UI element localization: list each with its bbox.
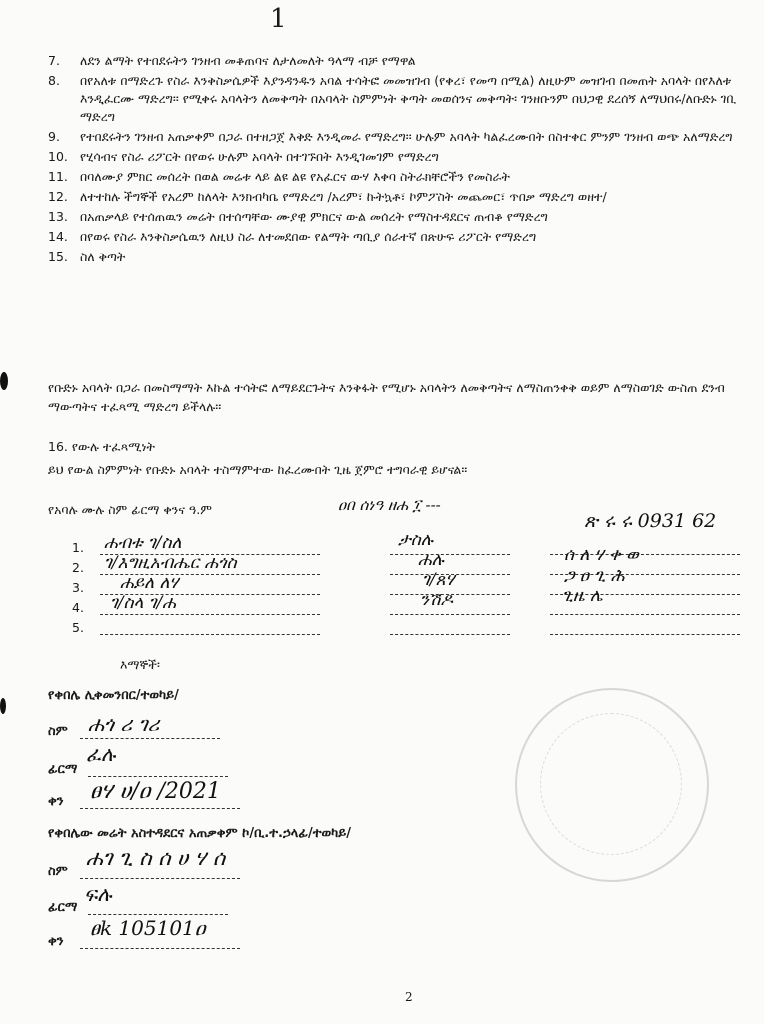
receiver2-name-line	[80, 878, 240, 879]
name-line	[100, 614, 320, 615]
list-item: 14. በየወሩ የስራ እንቅስቃሴዉን ለዚህ ስራ ለተመደበው የልማት ጣቢያ ሰራተኛ በጽሁፍ ሪፖርት የማድረግ	[48, 229, 537, 244]
member-name-handwriting: ሐብቱ ገ/ስለ	[104, 533, 182, 553]
penalty-paragraph: የቡድኑ አባላት በጋራ በመስማማት እኩል ተሳትፎ ለማይደርጉትና እንቅፋት የሚሆኑ አባላትን ለመቅጣትና ለማስጠንቀቅ ወይም ለማስወገድ ውስጠ ደንብ ማውጣትና ተፈጻሚ ማድረግ ይችላሉ፡፡	[48, 380, 725, 414]
receiver1-date-line	[80, 808, 240, 809]
page-top-mark: 1	[270, 4, 287, 34]
name-line	[100, 634, 320, 635]
member-date-handwriting: ጊዜ ሌ	[562, 586, 603, 606]
receiver1-signature: ፈሉ	[86, 742, 116, 766]
scan-blot	[0, 372, 8, 390]
receiver2-signature: ፍሉ	[84, 882, 112, 906]
receiver2-name-handwriting: ሐገ ጊ ስ ሰ ሀ ሃ ሰ	[86, 846, 226, 870]
receiver2-date-handwriting: ፀk 105101ዐ	[90, 916, 206, 940]
effective-date-sentence: ይህ የውል ስምምነት የቡድኑ አባላት ተስማምተው ከፈረሙበት ጊዜ ጀምሮ ተግባራዊ ይሆናል፡፡	[48, 462, 468, 477]
page-number: 2	[405, 990, 413, 1004]
sign-line	[390, 614, 510, 615]
list-item: 10. የሂሳብና የስራ ሪፖርት በየወሩ ሁሉም አባላት በተገኙበት እንዲገመገም የማድረግ	[48, 149, 439, 164]
receiver2-sign-line	[88, 914, 228, 915]
date-line	[550, 634, 740, 635]
receiver2-name-label: ስም	[48, 864, 68, 879]
member-date-handwriting: ጽ ሩ ሩ 0931 62	[584, 510, 717, 532]
table-row: 4.	[72, 600, 84, 615]
list-item: 12. ለተተከሉ ችግኞች የአረም ከለላት እንክብካቤ የማድረግ /አረም፣ ኩትኳቶ፣ ኮምፖስት መጨመር፣ ጥበቃ ማድረግ ወዘተ/	[48, 189, 607, 204]
table-row: 2.	[72, 560, 84, 575]
list-item: 7. ለደን ልማት የተበደሩትን ገንዘብ መቆጠባና ለታለመለት ዓላማ ብቻ የማዋል	[48, 53, 416, 68]
table-row: 5.	[72, 620, 84, 635]
receiver1-name-line	[80, 738, 220, 739]
member-name-handwriting: ገ/ስላ ገ/ሐ	[110, 593, 176, 613]
kebele-chair-label: የቀበሌ ሊቀመንበር/ተወካይ/	[48, 688, 179, 703]
receiver1-sign-line	[88, 776, 228, 777]
member-name-handwriting: ሐይለ ለሃ	[120, 573, 179, 593]
members-header-handwriting: ዐበ ሰነዓ ዘሐ ፲ ---	[338, 496, 441, 514]
table-row: 3.	[72, 580, 84, 595]
receiver2-date-line	[80, 948, 240, 949]
sign-line	[390, 554, 510, 555]
receiver2-date-label: ቀን	[48, 934, 64, 949]
receiver1-name-handwriting: ሐጎ ሪ ገሪ	[88, 712, 160, 736]
member-name-handwriting: ገ/እግዚአብሔር ሐጎስ	[104, 553, 237, 573]
member-signature: ሐሉ	[418, 550, 444, 570]
member-date-handwriting: ጋ ዐ ጊ ሕ	[564, 566, 625, 586]
land-admin-officer-label: የቀበሌው መሬት አስተዳደርና አጠቃቀም ኮ/ቢ.ተ.ኃላፊ/ተወካይ/	[48, 826, 351, 841]
list-item: 8. በየአለቱ በማድረጉ የስራ እንቅስቃሴዎች እያንዳንዱን አባል ተሳትፎ መመዝገብ (የቀረ፣ የመጣ በሚል) ለዚሁም መዝገብ በመጠት አባላት በየእለቱ እንዲፈርሙ ማድረግ፡፡ የሚቀሩ አባላትን ለመቅጣት በአባላት ስምምነት ቅጣት መወሰንና መቅጣት፡ ገንዘቡንም በህጋዊ ደረሰኝ ለማህበሩ/ለቡድኑ ገቢ ማድረግ	[48, 73, 737, 124]
section-16-heading: 16. የውሉ ተፈጻሚነት	[48, 439, 155, 454]
receiver1-date-handwriting: ፀሃ ሀ/ዐ /2021	[90, 779, 221, 804]
table-row: 1.	[72, 540, 84, 555]
receiver2-sign-label: ፊርማ	[48, 900, 78, 915]
receiver1-date-label: ቀን	[48, 794, 64, 809]
seal-stamp-inner	[540, 713, 682, 855]
list-item: 11. በባለሙያ ምክር መሰረት በወል መሬቱ ላይ ልዩ ልዩ የአፈርና ውሃ እቀባ ስትራክቸሮችን የመስራት	[48, 169, 510, 184]
receiver1-sign-label: ፊርማ	[48, 762, 78, 777]
witnesses-label: እማኞች፡	[120, 657, 160, 672]
members-table-header: የአባሉ ሙሉ ስም ፊርማ ቀንና ዓ.ም	[48, 502, 212, 517]
sign-line	[390, 634, 510, 635]
scan-blot	[0, 698, 6, 714]
list-item: 9. የተበደሩትን ገንዘብ አጠቃቀም በጋራ በተዘጋጀ እቅድ እንዲመራ የማድረግ፡፡ ሁሉም አባላት ካልፈረሙበት በስተቀር ምንም ገንዘብ ወጭ አለማድረግ	[48, 129, 733, 144]
date-line	[550, 614, 740, 615]
list-item: 15. ስለ ቅጣት	[48, 249, 126, 264]
member-date-handwriting: ሰ ለ ሃ ቀ ወ	[564, 545, 639, 565]
member-signature: ንሽዶ	[420, 590, 453, 610]
obligations-list	[48, 52, 744, 268]
member-signature: ገ/ጸሃ	[422, 570, 455, 590]
receiver1-name-label: ስም	[48, 724, 68, 739]
member-signature: ታስሉ	[398, 530, 433, 550]
list-item: 13. በአጠቃላይ የተሰጠዉን መሬት በተሰጣቸው ሙያዊ ምክርና ውል መሰረት የማስተዳደርና ጠብቆ የማድረግ	[48, 209, 548, 224]
